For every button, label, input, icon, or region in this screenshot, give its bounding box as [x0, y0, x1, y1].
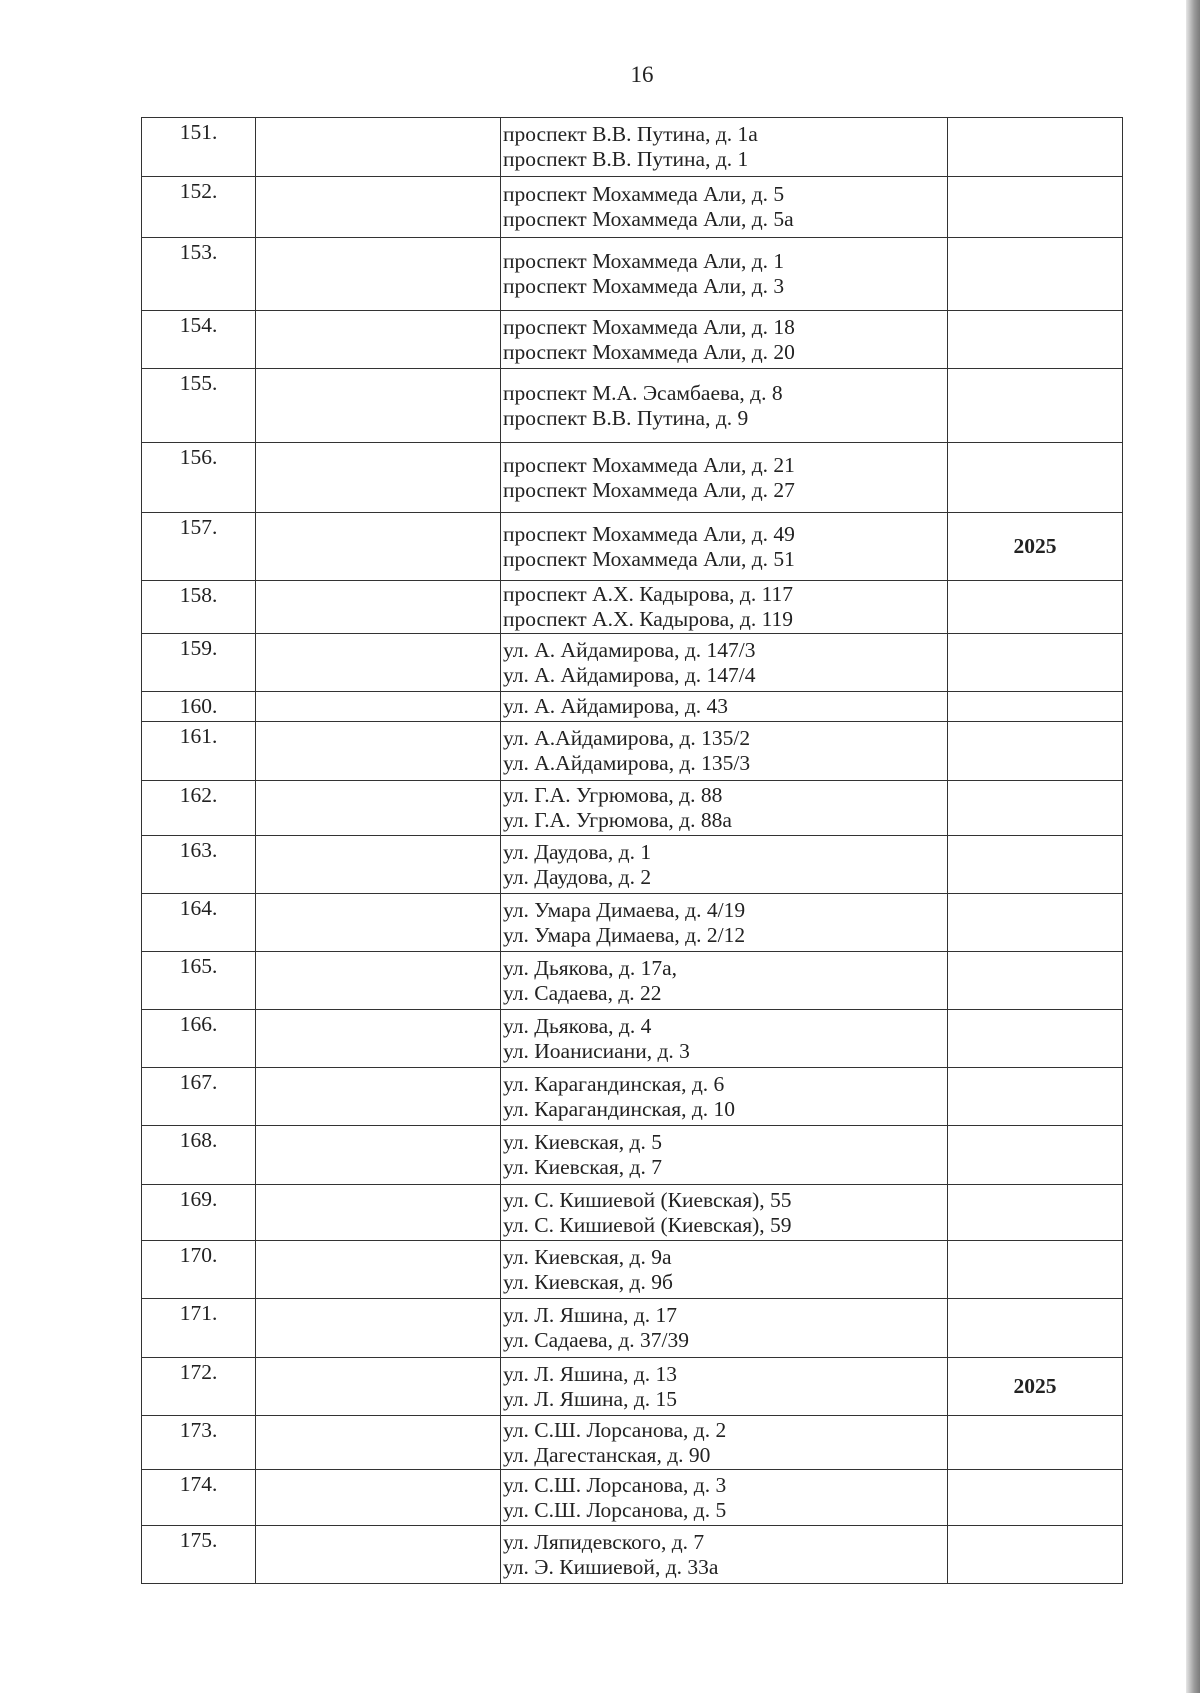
row-number: 175. — [142, 1526, 256, 1584]
address-line-2: проспект Мохаммеда Али, д. 3 — [503, 274, 785, 298]
row-empty-cell — [256, 443, 501, 513]
row-year — [948, 1241, 1123, 1299]
address-line-2: ул. Киевская, д. 7 — [503, 1155, 662, 1179]
row-address — [501, 118, 948, 177]
address-line-1: ул. С. Кишиевой (Киевская), 55 — [503, 1187, 792, 1212]
table-row — [142, 1470, 1123, 1526]
row-year — [948, 952, 1123, 1010]
page-number: 16 — [630, 62, 654, 87]
row-number: 154. — [142, 311, 256, 369]
address-line-1: ул. Л. Яшина, д. 13 — [503, 1361, 678, 1386]
row-address — [501, 1068, 948, 1126]
row-empty-cell — [256, 177, 501, 238]
row-year — [948, 1416, 1123, 1470]
address-line-1: проспект В.В. Путина, д. 1а — [503, 122, 758, 146]
row-address — [501, 1185, 948, 1241]
table-row — [142, 952, 1123, 1010]
table-row — [142, 581, 1123, 634]
address-line-2: проспект А.Х. Кадырова, д. 119 — [503, 607, 794, 631]
row-empty-cell — [256, 1358, 501, 1416]
row-address — [501, 836, 948, 894]
row-empty-cell — [256, 634, 501, 692]
row-number: 151. — [142, 118, 256, 177]
row-address — [501, 894, 948, 952]
row-year — [948, 1526, 1123, 1584]
address-line-1: ул. С.Ш. Лорсанова, д. 2 — [503, 1417, 727, 1442]
row-empty-cell — [256, 1299, 501, 1358]
row-address — [501, 238, 948, 311]
row-year — [948, 311, 1123, 369]
row-empty-cell — [256, 722, 501, 781]
row-empty-cell — [256, 1126, 501, 1185]
address-line-1: ул. А. Айдамирова, д. 43 — [503, 694, 729, 718]
row-year — [948, 836, 1123, 894]
row-number: 158. — [142, 581, 256, 634]
row-year — [948, 238, 1123, 311]
row-empty-cell — [256, 1010, 501, 1068]
row-address — [501, 1526, 948, 1584]
address-line-2: проспект Мохаммеда Али, д. 20 — [503, 339, 795, 364]
table-row — [142, 1126, 1123, 1185]
row-year — [948, 1470, 1123, 1526]
row-year — [948, 1299, 1123, 1358]
address-line-1: ул. Киевская, д. 9а — [503, 1244, 672, 1269]
row-empty-cell — [256, 1470, 501, 1526]
row-empty-cell — [256, 311, 501, 369]
row-address — [501, 634, 948, 692]
address-line-2: ул. С.Ш. Лорсанова, д. 5 — [503, 1497, 727, 1522]
row-year — [948, 1010, 1123, 1068]
row-year — [948, 1068, 1123, 1126]
address-line-2: ул. Г.А. Угрюмова, д. 88а — [503, 808, 732, 832]
row-number: 152. — [142, 177, 256, 238]
row-empty-cell — [256, 513, 501, 581]
row-address — [501, 1358, 948, 1416]
row-number: 161. — [142, 722, 256, 781]
address-line-2: ул. С. Кишиевой (Киевская), 59 — [503, 1212, 792, 1237]
table-row — [142, 1358, 1123, 1416]
table-row — [142, 1526, 1123, 1584]
address-line-2: ул. Садаева, д. 37/39 — [503, 1328, 690, 1352]
row-number: 169. — [142, 1185, 256, 1241]
table-row — [142, 634, 1123, 692]
table-row — [142, 1299, 1123, 1358]
address-line-1: ул. Киевская, д. 5 — [503, 1130, 662, 1154]
address-line-2: ул. Л. Яшина, д. 15 — [503, 1386, 678, 1411]
address-line-2: ул. Иоанисиани, д. 3 — [503, 1038, 690, 1063]
table-row — [142, 513, 1123, 581]
address-table — [141, 117, 1123, 1584]
table-row — [142, 177, 1123, 238]
row-year: 2025 — [948, 513, 1123, 581]
table-row — [142, 1010, 1123, 1068]
row-empty-cell — [256, 1526, 501, 1584]
row-address — [501, 1299, 948, 1358]
row-number: 167. — [142, 1068, 256, 1126]
row-empty-cell — [256, 581, 501, 634]
address-line-1: проспект Мохаммеда Али, д. 1 — [503, 249, 785, 273]
row-year — [948, 781, 1123, 836]
address-line-2: ул. Даудова, д. 2 — [503, 864, 652, 889]
row-number: 156. — [142, 443, 256, 513]
row-empty-cell — [256, 369, 501, 443]
row-number: 162. — [142, 781, 256, 836]
table-row — [142, 1416, 1123, 1470]
address-line-1: ул. А.Айдамирова, д. 135/2 — [503, 726, 751, 750]
row-year — [948, 894, 1123, 952]
row-number: 163. — [142, 836, 256, 894]
row-year — [948, 634, 1123, 692]
row-number: 170. — [142, 1241, 256, 1299]
address-line-2: ул. Э. Кишиевой, д. 33а — [503, 1554, 719, 1579]
address-line-1: ул. Умара Димаева, д. 4/19 — [503, 897, 746, 922]
row-empty-cell — [256, 1068, 501, 1126]
row-number: 173. — [142, 1416, 256, 1470]
address-line-1: ул. Ляпидевского, д. 7 — [503, 1529, 705, 1554]
row-year — [948, 177, 1123, 238]
table-row — [142, 722, 1123, 781]
table-row — [142, 894, 1123, 952]
row-number: 160. — [142, 692, 256, 722]
row-address — [501, 581, 948, 634]
address-line-1: ул. С.Ш. Лорсанова, д. 3 — [503, 1472, 727, 1497]
row-number: 164. — [142, 894, 256, 952]
row-address — [501, 722, 948, 781]
row-address — [501, 513, 948, 581]
row-address — [501, 952, 948, 1010]
row-address — [501, 443, 948, 513]
row-number: 157. — [142, 513, 256, 581]
row-empty-cell — [256, 118, 501, 177]
row-empty-cell — [256, 1185, 501, 1241]
table-row — [142, 1241, 1123, 1299]
row-address — [501, 1126, 948, 1185]
row-year — [948, 1126, 1123, 1185]
row-address — [501, 311, 948, 369]
row-number: 168. — [142, 1126, 256, 1185]
address-line-1: ул. Г.А. Угрюмова, д. 88 — [503, 783, 723, 807]
row-number: 165. — [142, 952, 256, 1010]
address-line-2: проспект Мохаммеда Али, д. 27 — [503, 477, 795, 502]
table-row — [142, 443, 1123, 513]
row-year — [948, 581, 1123, 634]
address-line-2: ул. А.Айдамирова, д. 135/3 — [503, 751, 751, 775]
row-address — [501, 1416, 948, 1470]
row-number: 171. — [142, 1299, 256, 1358]
address-line-1: проспект Мохаммеда Али, д. 18 — [503, 314, 795, 339]
row-number: 159. — [142, 634, 256, 692]
row-year — [948, 722, 1123, 781]
address-line-2: проспект В.В. Путина, д. 9 — [503, 405, 749, 430]
address-line-1: проспект М.А. Эсамбаева, д. 8 — [503, 380, 783, 405]
row-year — [948, 369, 1123, 443]
table-row — [142, 369, 1123, 443]
row-address — [501, 781, 948, 836]
address-line-1: проспект А.Х. Кадырова, д. 117 — [503, 582, 794, 606]
row-empty-cell — [256, 238, 501, 311]
row-empty-cell — [256, 894, 501, 952]
address-line-2: ул. Карагандинская, д. 10 — [503, 1096, 736, 1121]
row-year — [948, 443, 1123, 513]
row-address — [501, 692, 948, 722]
address-line-2: проспект Мохаммеда Али, д. 51 — [503, 546, 795, 571]
table-body — [142, 118, 1123, 1584]
address-line-2: ул. Садаева, д. 22 — [503, 980, 662, 1005]
row-address — [501, 1470, 948, 1526]
address-line-2: ул. Дагестанская, д. 90 — [503, 1442, 711, 1467]
table-row — [142, 1185, 1123, 1241]
row-number: 166. — [142, 1010, 256, 1068]
row-number: 174. — [142, 1470, 256, 1526]
row-number: 153. — [142, 238, 256, 311]
row-empty-cell — [256, 836, 501, 894]
address-line-2: ул. А. Айдамирова, д. 147/4 — [503, 662, 756, 687]
row-year: 2025 — [948, 1358, 1123, 1416]
table-row — [142, 836, 1123, 894]
row-number: 155. — [142, 369, 256, 443]
address-line-1: ул. Л. Яшина, д. 17 — [503, 1303, 678, 1327]
row-empty-cell — [256, 1241, 501, 1299]
table-row — [142, 238, 1123, 311]
address-line-2: проспект Мохаммеда Али, д. 5а — [503, 207, 794, 231]
row-address — [501, 1010, 948, 1068]
row-address — [501, 1241, 948, 1299]
address-line-1: ул. Даудова, д. 1 — [503, 839, 652, 864]
row-empty-cell — [256, 692, 501, 722]
address-line-2: ул. Умара Димаева, д. 2/12 — [503, 922, 746, 947]
row-number: 172. — [142, 1358, 256, 1416]
row-year — [948, 1185, 1123, 1241]
address-line-1: проспект Мохаммеда Али, д. 5 — [503, 182, 785, 206]
address-line-2: проспект В.В. Путина, д. 1 — [503, 147, 749, 171]
address-line-1: проспект Мохаммеда Али, д. 21 — [503, 452, 795, 477]
address-line-1: ул. А. Айдамирова, д. 147/3 — [503, 637, 756, 662]
table-row — [142, 692, 1123, 722]
table-row — [142, 1068, 1123, 1126]
address-line-1: ул. Дьякова, д. 4 — [503, 1013, 652, 1038]
row-year — [948, 692, 1123, 722]
table-row — [142, 311, 1123, 369]
address-line-1: проспект Мохаммеда Али, д. 49 — [503, 521, 795, 546]
row-empty-cell — [256, 1416, 501, 1470]
row-empty-cell — [256, 952, 501, 1010]
row-address — [501, 369, 948, 443]
table-row — [142, 118, 1123, 177]
address-line-1: ул. Карагандинская, д. 6 — [503, 1071, 725, 1096]
row-empty-cell — [256, 781, 501, 836]
scan-edge — [1186, 0, 1200, 1693]
address-line-1: ул. Дьякова, д. 17а, — [503, 955, 678, 980]
address-line-2: ул. Киевская, д. 9б — [503, 1269, 673, 1294]
table-row — [142, 781, 1123, 836]
row-year — [948, 118, 1123, 177]
row-address — [501, 177, 948, 238]
